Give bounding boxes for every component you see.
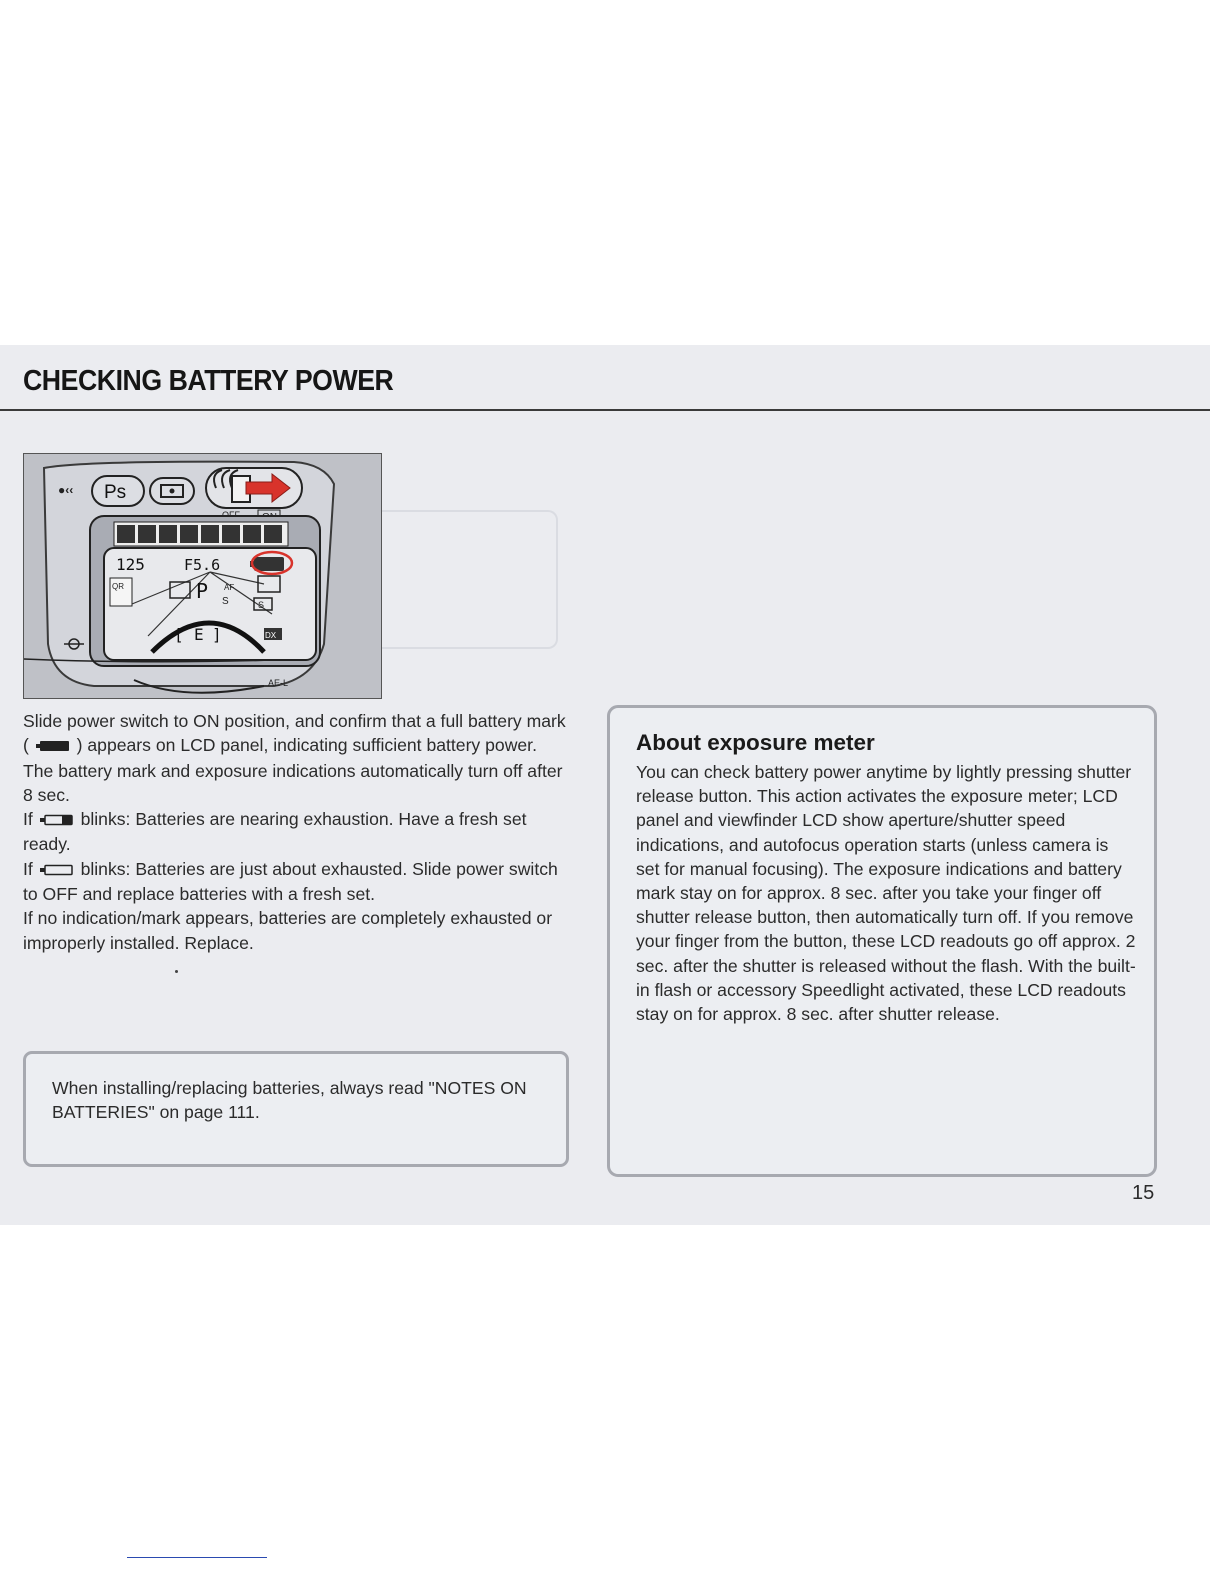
empty-battery-text: blinks: Batteries are just about exhausted. Slide power switch to OFF and replace batteries with a fresh set. xyxy=(23,858,558,905)
lcd-aperture: F5.6 xyxy=(184,556,221,574)
lcd-frame-counter: E xyxy=(194,625,204,644)
battery-note-box xyxy=(23,1051,569,1167)
page-number: 15 xyxy=(1132,1182,1155,1204)
ps-button-label: Ps xyxy=(104,482,127,503)
battery-note-text: When installing/replacing batteries, always read "NOTES ON BATTERIES" on page 111. xyxy=(52,1078,527,1123)
bottom-underline xyxy=(127,1557,267,1558)
half-battery-icon xyxy=(40,808,74,832)
intro-text-end: ) appears on LCD panel, indicating sufficient battery power. The battery mark and exposure indications automatically turn off after 8 sec. xyxy=(23,735,563,805)
ae-lock-label: AE-L xyxy=(268,678,289,688)
no-indication-item: If no indication/mark appears, batteries are completely exhausted or improperly installed. Replace. xyxy=(23,908,553,953)
self-timer-symbol: ●‹‹ xyxy=(58,483,74,497)
camera-top-svg xyxy=(24,454,381,698)
empty-battery-icon xyxy=(40,858,74,882)
empty-battery-item xyxy=(23,857,568,907)
half-battery-if: If xyxy=(23,809,33,830)
half-battery-text: blinks: Batteries are nearing exhaustion. Have a fresh set ready. xyxy=(23,809,527,855)
svg-text:[: [ xyxy=(174,625,184,644)
lcd-s-label: S xyxy=(222,596,229,607)
title-divider xyxy=(0,409,1210,411)
intro-text-start: Slide power switch to ON position, and confirm that a full battery mark ( xyxy=(23,711,566,756)
lcd-qr-label: QR xyxy=(112,582,124,591)
manual-page xyxy=(0,345,1210,1225)
empty-battery-if: If xyxy=(23,858,33,879)
lcd-dx-label: DX xyxy=(265,631,277,640)
main-instructions xyxy=(23,709,568,955)
full-battery-icon xyxy=(36,734,70,758)
svg-text:]: ] xyxy=(212,625,222,644)
lcd-shutter-speed: 125 xyxy=(116,555,145,574)
page-title: CHECKING BATTERY POWER xyxy=(23,365,394,397)
bleed-through-frame xyxy=(380,510,558,649)
stray-dot xyxy=(175,970,178,973)
lcd-program-mode: P xyxy=(196,579,209,603)
camera-lcd-illustration xyxy=(23,453,382,699)
lcd-af-label: AF xyxy=(224,583,235,592)
sidebar-heading: About exposure meter xyxy=(636,730,875,755)
exposure-meter-sidebar xyxy=(607,705,1157,1177)
intro-paragraph xyxy=(23,709,568,807)
half-battery-item xyxy=(23,807,568,857)
sidebar-text: You can check battery power anytime by lightly pressing shutter release button. This action activates the exposure meter; LCD panel and viewfinder LCD show aperture/shutter speed indications, and autofocus operation starts (unless camera is set for manual focusing). The exposure indications and battery mark stay on for approx. 8 sec. after you take your finger off shutter release button, then automatically turn off. If you remove your finger from the button, these LCD readouts go off approx. 2 sec. after the shutter is released without the flash. With the built-in flash or accessory Speedlight activated, these LCD readouts stay on for approx. 8 sec. after shutter release. xyxy=(636,762,1136,1025)
lcd-single-frame-label: S xyxy=(258,600,265,610)
